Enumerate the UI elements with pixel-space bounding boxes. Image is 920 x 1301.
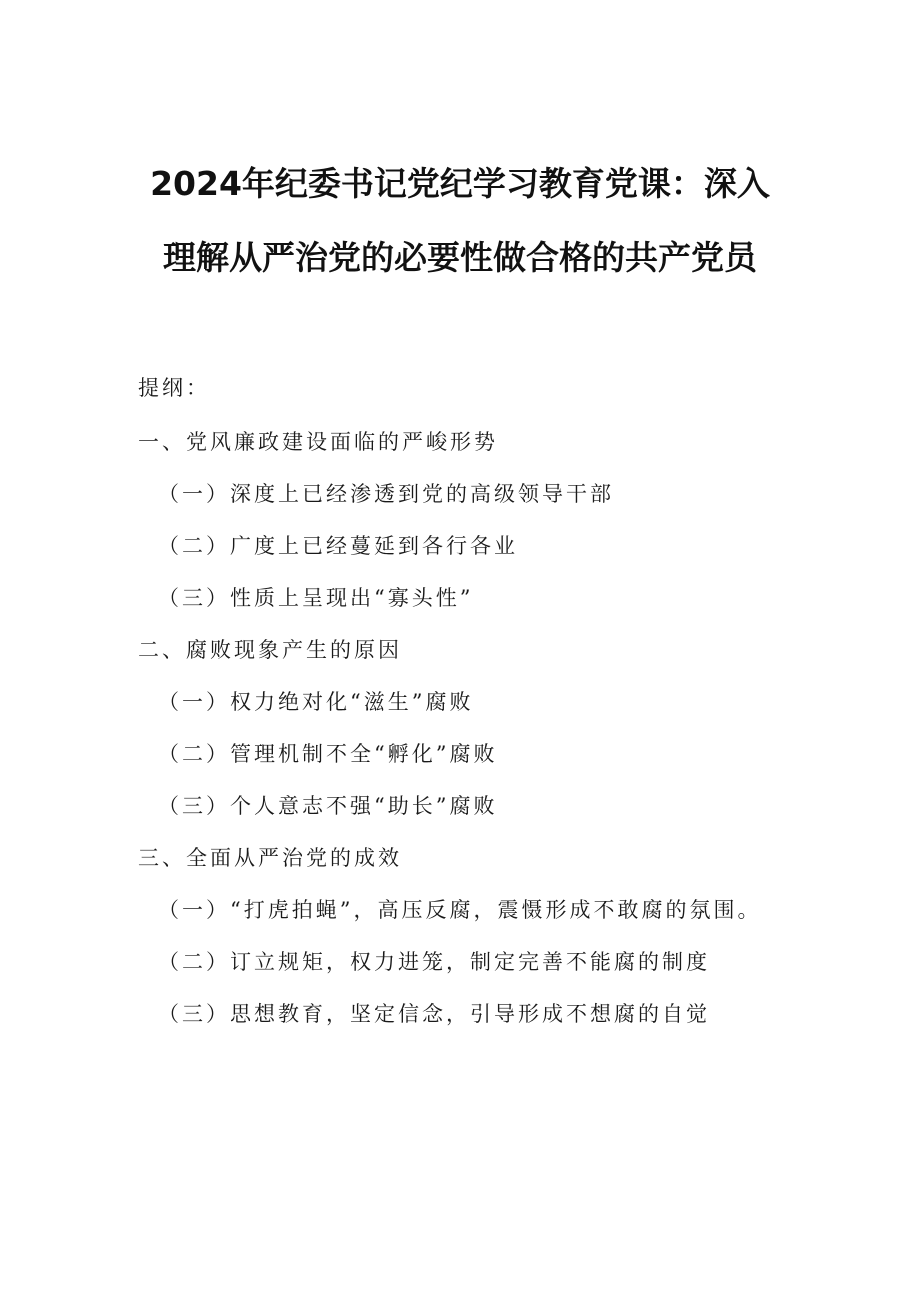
document-title-line-1: 2024年纪委书记党纪学习教育党课：深入 bbox=[150, 164, 770, 203]
section-3-item-1: （一）“打虎拍蝇”，高压反腐，震慑形成不敢腐的氛围。 bbox=[158, 898, 762, 922]
section-2-item-1: （一）权力绝对化“滋生”腐败 bbox=[158, 690, 474, 714]
section-3-item-3: （三）思想教育，坚定信念，引导形成不想腐的自觉 bbox=[158, 1002, 710, 1026]
section-heading-2: 二、腐败现象产生的原因 bbox=[138, 638, 402, 662]
section-3-item-2: （二）订立规矩，权力进笼，制定完善不能腐的制度 bbox=[158, 950, 710, 974]
document-title-line-2: 理解从严治党的必要性做合格的共产党员 bbox=[163, 238, 757, 277]
section-2-item-3: （三）个人意志不强“助长”腐败 bbox=[158, 794, 498, 818]
outline-label: 提纲： bbox=[138, 376, 210, 400]
section-1-item-3: （三）性质上呈现出“寡头性” bbox=[158, 586, 474, 610]
section-heading-3: 三、全面从严治党的成效 bbox=[138, 846, 402, 870]
section-heading-1: 一、党风廉政建设面临的严峻形势 bbox=[138, 430, 498, 454]
section-2-item-2: （二）管理机制不全“孵化”腐败 bbox=[158, 742, 498, 766]
section-1-item-2: （二）广度上已经蔓延到各行各业 bbox=[158, 534, 518, 558]
section-1-item-1: （一）深度上已经渗透到党的高级领导干部 bbox=[158, 482, 614, 506]
